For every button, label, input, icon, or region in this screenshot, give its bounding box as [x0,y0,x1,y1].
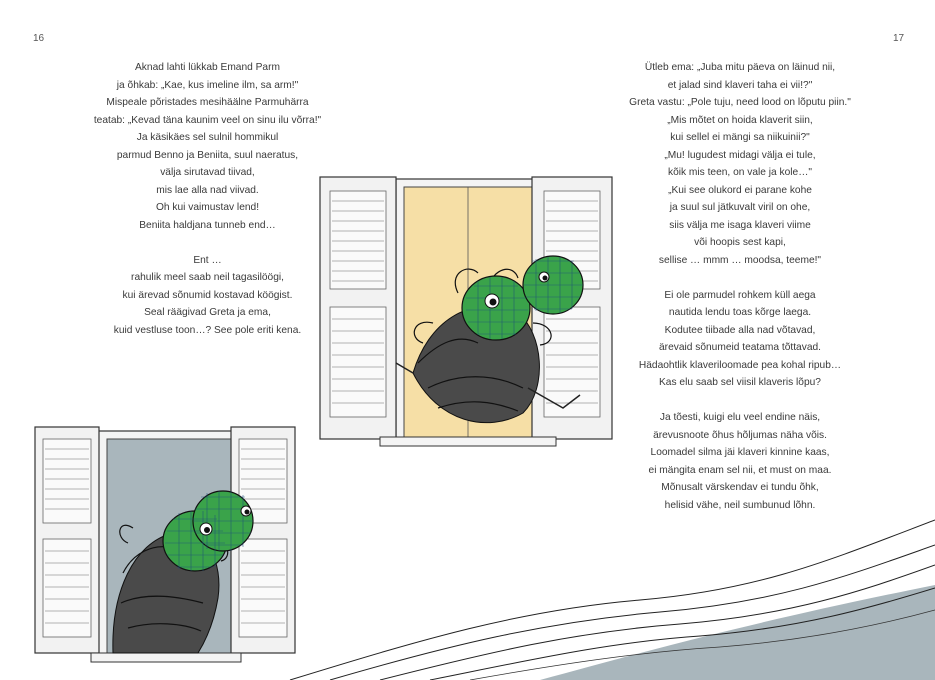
window-sill [380,437,556,446]
poem-line: Mõnusalt värskendav ei tundu õhk, [661,482,819,493]
poem-line: sellise … mmm … moodsa, teeme!" [658,254,822,266]
poem-line: Ja käsikäes sel sulnil hommikul [136,132,279,143]
poem-line: ärevaid sõnumeid teatama tõttavad. [659,342,821,353]
poem-line: „Mis mõtet on hoida klaverit siin, [667,114,813,126]
poem-line: nautida lendu toas kõrge laega. [668,307,812,318]
poem-line: Ei ole parmudel rohkem küll aega [664,289,816,301]
poem-line: Ent … [193,254,222,266]
poem-line: Mispeale põristades mesihäälne Parmuhärra [106,97,309,108]
poem-line: Ja tõesti, kuigi elu veel endine näis, [659,412,821,423]
poem-line: Greta vastu: „Pole tuju, need lood on lõputu piin." [629,97,851,108]
left-shutter [35,427,99,653]
poem-line: Oh kui vaimustav lend! [155,202,260,213]
poem-line: helisid vähe, neil sumbunud lõhn. [664,499,816,511]
poem-line: rahulik meel saab neil tagasilöögi, [131,272,284,283]
poem-line: ja õhkab: „Kae, kus imeline ilm, sa arm!" [116,79,299,91]
poem-line: „Kui see olukord ei parane kohe [668,184,812,196]
poem-line: Aknad lahti lükkab Emand Parm [135,62,280,73]
poem-line: mis lae alla nad viivad. [156,184,259,196]
poem-line: parmud Benno ja Beniita, suul naeratus, [116,149,299,161]
poem-line: kuid vestluse toon…? See pole eriti kena. [113,324,302,336]
page-number-left: 16 [33,33,45,44]
window-illustration-top [318,173,618,448]
window-sill [91,653,241,662]
poem-line: ja suul sul jätkuvalt viril on ohe, [669,202,811,213]
poem-line: kui ärevad sõnumid kostavad köögist. [122,289,293,301]
poem-line: Ütleb ema: „Juba mitu päeva on läinud nii, [644,62,836,73]
poem-line: siis välja me isaga klaveri viime [669,219,811,231]
poem-line: või hoopis sest kapi, [694,237,786,248]
poem-line: teatab: „Kevad täna kaunim veel on sinu ilu võrra!" [93,114,322,126]
left-shutter [320,177,396,439]
poem-line: välja sirutavad tiivad, [160,167,255,178]
poem-line: et jalad sind klaveri taha ei vii!?" [667,79,813,91]
poem-line: Hädaohtlik klaveriloomade pea kohal ripub… [638,359,842,371]
poem-line: Kodutee tiibade alla nad võtavad, [664,324,816,336]
poem-line: kui sellel ei mängi sa niikuinii?" [670,132,810,143]
poem-line: Kas elu saab sel viisil klaveris lõpu? [659,377,821,388]
poem-line: ei mängita enam sel nii, et must on maa. [648,464,832,476]
window-illustration-bottom [33,423,298,668]
poem-line: Beniita haldjana tunneb end… [139,219,276,231]
poem-line: „Mu! lugudest midagi välja ei tule, [664,149,816,161]
fly-eye-left [462,276,530,340]
poem-line: ärevusnoote õhus hõljumas näha võis. [653,429,827,441]
poem-line: Loomadel silma jäi klaveri kinnine kaas, [650,447,830,458]
poem-line: kõik mis teen, on vale ja kole…" [667,167,813,178]
page-number-right: 17 [893,33,905,44]
poem-line: Seal räägivad Greta ja ema, [144,307,271,318]
